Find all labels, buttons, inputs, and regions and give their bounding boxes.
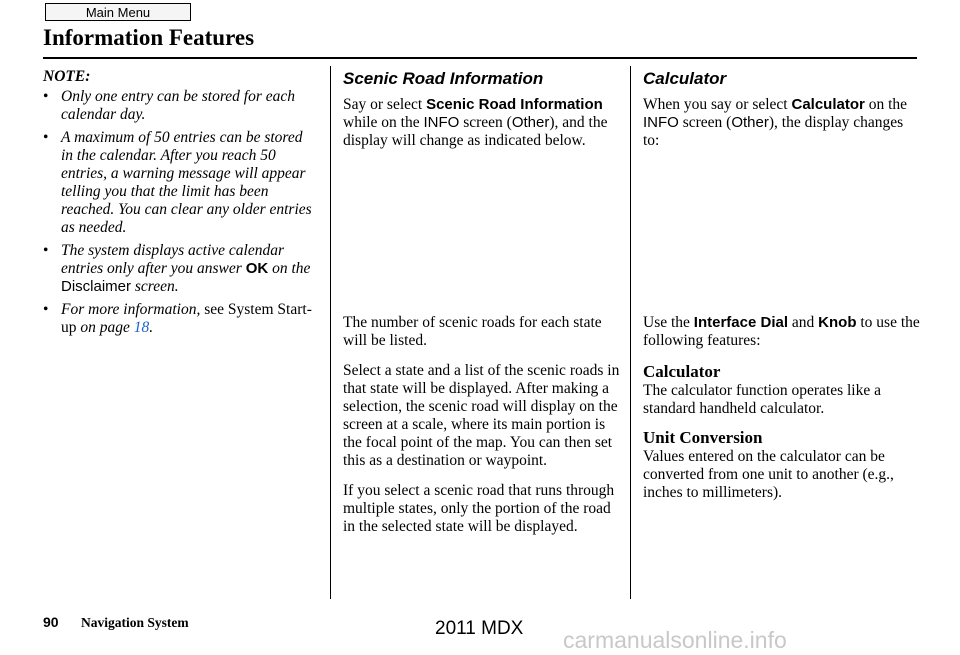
body-text: ), the display changes to: (643, 114, 904, 149)
keyword-info: INFO (643, 114, 679, 131)
keyword-knob: Knob (818, 314, 857, 331)
body-text: on the (864, 96, 908, 113)
page-number: 90 (43, 614, 59, 630)
note-item (43, 242, 315, 296)
note-text: on page (76, 319, 134, 336)
body-text: Use the (643, 314, 694, 331)
body-text: screen ( (459, 114, 512, 131)
model-label: 2011 MDX (435, 618, 524, 639)
scenic-intro (343, 96, 621, 150)
scenic-para-3: If you select a scenic road that runs through multiple states, only the portion of the road in the selected state will be displayed. (343, 482, 615, 535)
note-text: Only one entry can be stored for each calendar day. (61, 88, 296, 123)
notes-list (43, 88, 315, 337)
keyword-info: INFO (423, 114, 460, 131)
reference-text: see System Start-up (61, 301, 312, 336)
screen-image-placeholder (343, 162, 621, 314)
bullet-icon: • (43, 301, 49, 318)
note-text: on the (268, 260, 311, 277)
body-text: to use the following features: (643, 314, 920, 349)
body-text: Say or select (343, 96, 427, 113)
calculator-heading: Calculator (643, 69, 727, 88)
note-item (43, 88, 315, 124)
body-text: When you say or select (643, 96, 792, 113)
note-text: screen. (131, 278, 179, 295)
scenic-road-column (343, 66, 621, 548)
column-divider-2 (630, 66, 631, 599)
watermark: carmanualsonline.info (563, 627, 787, 653)
unit-conversion-description: Values entered on the calculator can be converted from one unit to another (e.g., inches to millimeters). (643, 448, 894, 501)
bullet-icon: • (43, 242, 49, 259)
note-item (43, 129, 315, 237)
page-link[interactable]: 18 (133, 319, 150, 336)
note-item (43, 301, 315, 337)
calculator-description: The calculator function operates like a standard handheld calculator. (643, 382, 881, 417)
note-text: For more information, (61, 301, 205, 318)
keyword-scenic-road: Scenic Road Information (426, 96, 603, 113)
keyword-other: Other (731, 114, 769, 131)
scenic-road-heading: Scenic Road Information (343, 69, 544, 88)
main-menu-button[interactable]: Main Menu (45, 3, 191, 21)
title-divider (43, 57, 917, 59)
page-title: Information Features (43, 25, 255, 50)
keyword-disclaimer: Disclaimer (61, 278, 132, 295)
calculator-intro (643, 96, 921, 150)
note-text: The system displays active calendar entries only after you answer (61, 242, 284, 277)
unit-conversion-subheading: Unit Conversion (643, 428, 763, 447)
footer-label: Navigation System (81, 615, 189, 630)
bullet-icon: • (43, 129, 49, 146)
keyword-interface-dial: Interface Dial (693, 314, 789, 331)
body-text: and (788, 314, 819, 331)
body-text: screen ( (678, 114, 732, 131)
calculator-column (643, 66, 921, 506)
body-text: ), and the display will change as indicated below. (343, 114, 608, 149)
keyword-calculator: Calculator (791, 96, 865, 113)
notes-column (43, 66, 315, 342)
note-text: . (149, 319, 154, 336)
keyword-ok: OK (245, 260, 269, 277)
body-text: while on the (343, 114, 424, 131)
calculator-subheading: Calculator (643, 362, 721, 381)
calculator-use (643, 314, 921, 350)
note-heading: NOTE: (43, 68, 91, 85)
column-divider-1 (330, 66, 331, 599)
scenic-para-1: The number of scenic roads for each state will be listed. (343, 314, 602, 349)
keyword-other: Other (511, 114, 550, 131)
screen-image-placeholder (643, 162, 921, 314)
scenic-para-2: Select a state and a list of the scenic roads in that state will be displayed. After making a selection, the scenic road will display on the screen at a scale, where its main portion is the focal point of the map. You can then set this as a destination or waypoint. (343, 362, 620, 469)
bullet-icon: • (43, 88, 49, 105)
note-text: A maximum of 50 entries can be stored in the calendar. After you reach 50 entries, a warning message will appear telling you that the limit has been reached. You can clear any older entries as needed. (61, 129, 312, 236)
